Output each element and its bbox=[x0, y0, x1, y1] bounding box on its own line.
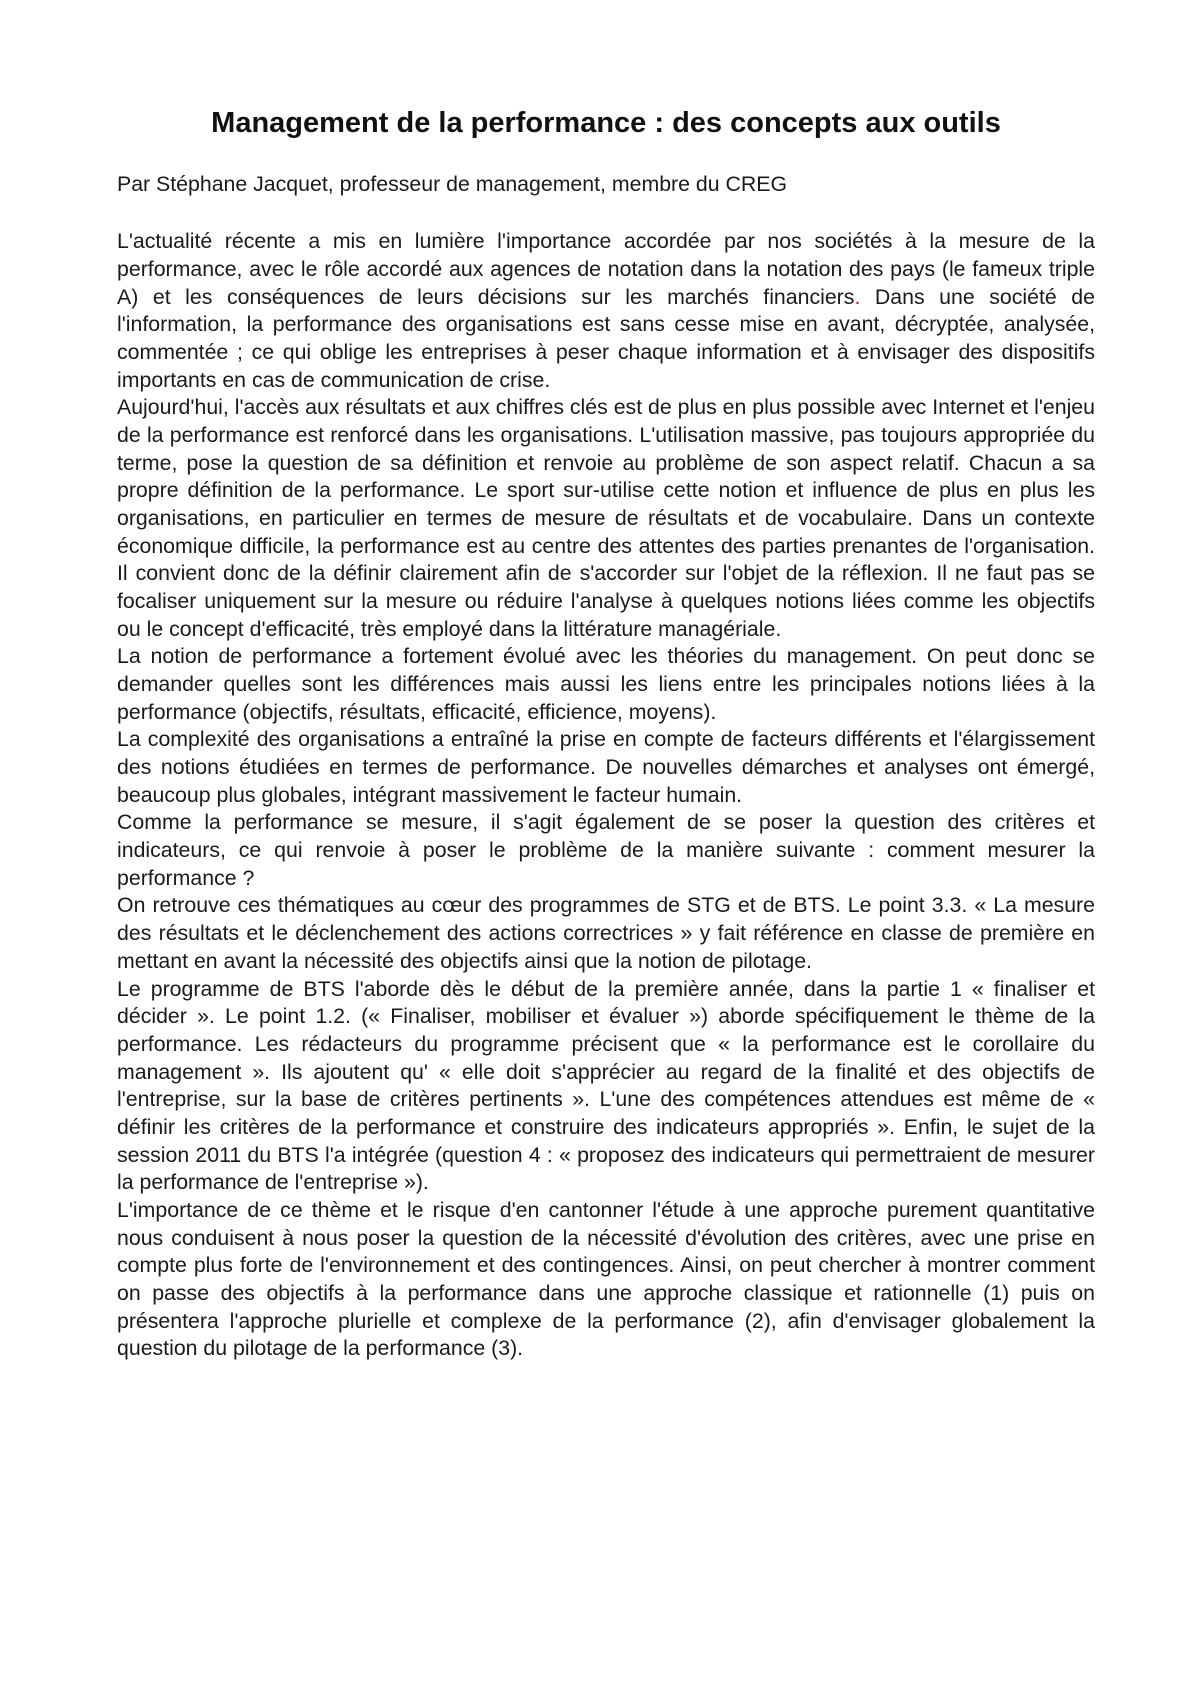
paragraph-1-text-b: Dans une société de l'information, la performance des organisations est sans cesse mise en avant, décryptée, analysée, commentée ; ce qui oblige les entreprises à peser chaque information et à envisager des dispositifs importants en cas de communication de crise. bbox=[117, 284, 1095, 392]
paragraph-5: Comme la performance se mesure, il s'agit également de se poser la question des critères et indicateurs, ce qui renvoie à poser le problème de la manière suivante : comment mesurer la performance ? bbox=[117, 810, 1095, 890]
paragraph-3: La notion de performance a fortement évolué avec les théories du management. On peut donc se demander quelles sont les différences mais aussi les liens entre les principales notions liées à la performance (objectifs, résultats, efficacité, efficience, moyens). bbox=[117, 644, 1095, 724]
paragraph-7: Le programme de BTS l'aborde dès le début de la première année, dans la partie 1 « finaliser et décider ». Le point 1.2. (« Finaliser, mobiliser et évaluer ») aborde spécifiquement le thème de la performance. Les rédacteurs du programme précisent que « la performance est le corollaire du management ». Ils ajoutent qu' « elle doit s'apprécier au regard de la finalité et des objectifs de l'entreprise, sur la base de critères pertinents ». L'une des compétences attendues est même de « définir les critères de la performance et construire des indicateurs appropriés ». Enfin, le sujet de la session 2011 du BTS l'a intégrée (question 4 : « proposez des indicateurs qui permettraient de mesurer la performance de l'entreprise »). bbox=[117, 976, 1095, 1195]
paragraph-1 bbox=[117, 228, 1095, 394]
document-title: Management de la performance : des concepts aux outils bbox=[211, 107, 1001, 139]
paragraph-1-text-a: L'actualité récente a mis en lumière l'importance accordée par nos sociétés à la mesure de la performance, avec le rôle accordé aux agences de notation dans la notation des pays (le fameux triple A) et les conséquences de leurs décisions sur les marchés financiers bbox=[117, 229, 1095, 309]
author-byline: Par Stéphane Jacquet, professeur de management, membre du CREG bbox=[117, 171, 788, 196]
document-page bbox=[117, 105, 1095, 1363]
paragraph-8: L'importance de ce thème et le risque d'en cantonner l'étude à une approche purement quantitative nous conduisent à nous poser la question de la nécessité d'évolution des critères, avec une prise en compte plus forte de l'environnement et des contingences. Ainsi, on peut chercher à montrer comment on passe des objectifs à la performance dans une approche classique et rationnelle (1) puis on présentera l'approche plurielle et complexe de la performance (2), afin d'envisager globalement la question du pilotage de la performance (3). bbox=[117, 1197, 1095, 1361]
paragraph-6: On retrouve ces thématiques au cœur des programmes de STG et de BTS. Le point 3.3. « La mesure des résultats et le déclenchement des actions correctrices » y fait référence en classe de première en mettant en avant la nécessité des objectifs ainsi que la notion de pilotage. bbox=[117, 893, 1095, 973]
paragraph-4: La complexité des organisations a entraîné la prise en compte de facteurs différents et l'élargissement des notions étudiées en termes de performance. De nouvelles démarches et analyses ont émergé, beaucoup plus globales, intégrant massivement le facteur humain. bbox=[117, 727, 1095, 807]
paragraph-1-period: . bbox=[854, 284, 861, 309]
paragraph-2: Aujourd'hui, l'accès aux résultats et aux chiffres clés est de plus en plus possible avec Internet et l'enjeu de la performance est renforcé dans les organisations. L'utilisation massive, pas toujours appropriée du terme, pose la question de sa définition et renvoie au problème de son aspect relatif. Chacun a sa propre définition de la performance. Le sport sur-utilise cette notion et influence de plus en plus les organisations, en particulier en termes de mesure de résultats et de vocabulaire. Dans un contexte économique difficile, la performance est au centre des attentes des parties prenantes de l'organisation. Il convient donc de la définir clairement afin de s'accorder sur l'objet de la réflexion. Il ne faut pas se focaliser uniquement sur la mesure ou réduire l'analyse à quelques notions liées comme les objectifs ou le concept d'efficacité, très employé dans la littérature managériale. bbox=[117, 395, 1095, 641]
